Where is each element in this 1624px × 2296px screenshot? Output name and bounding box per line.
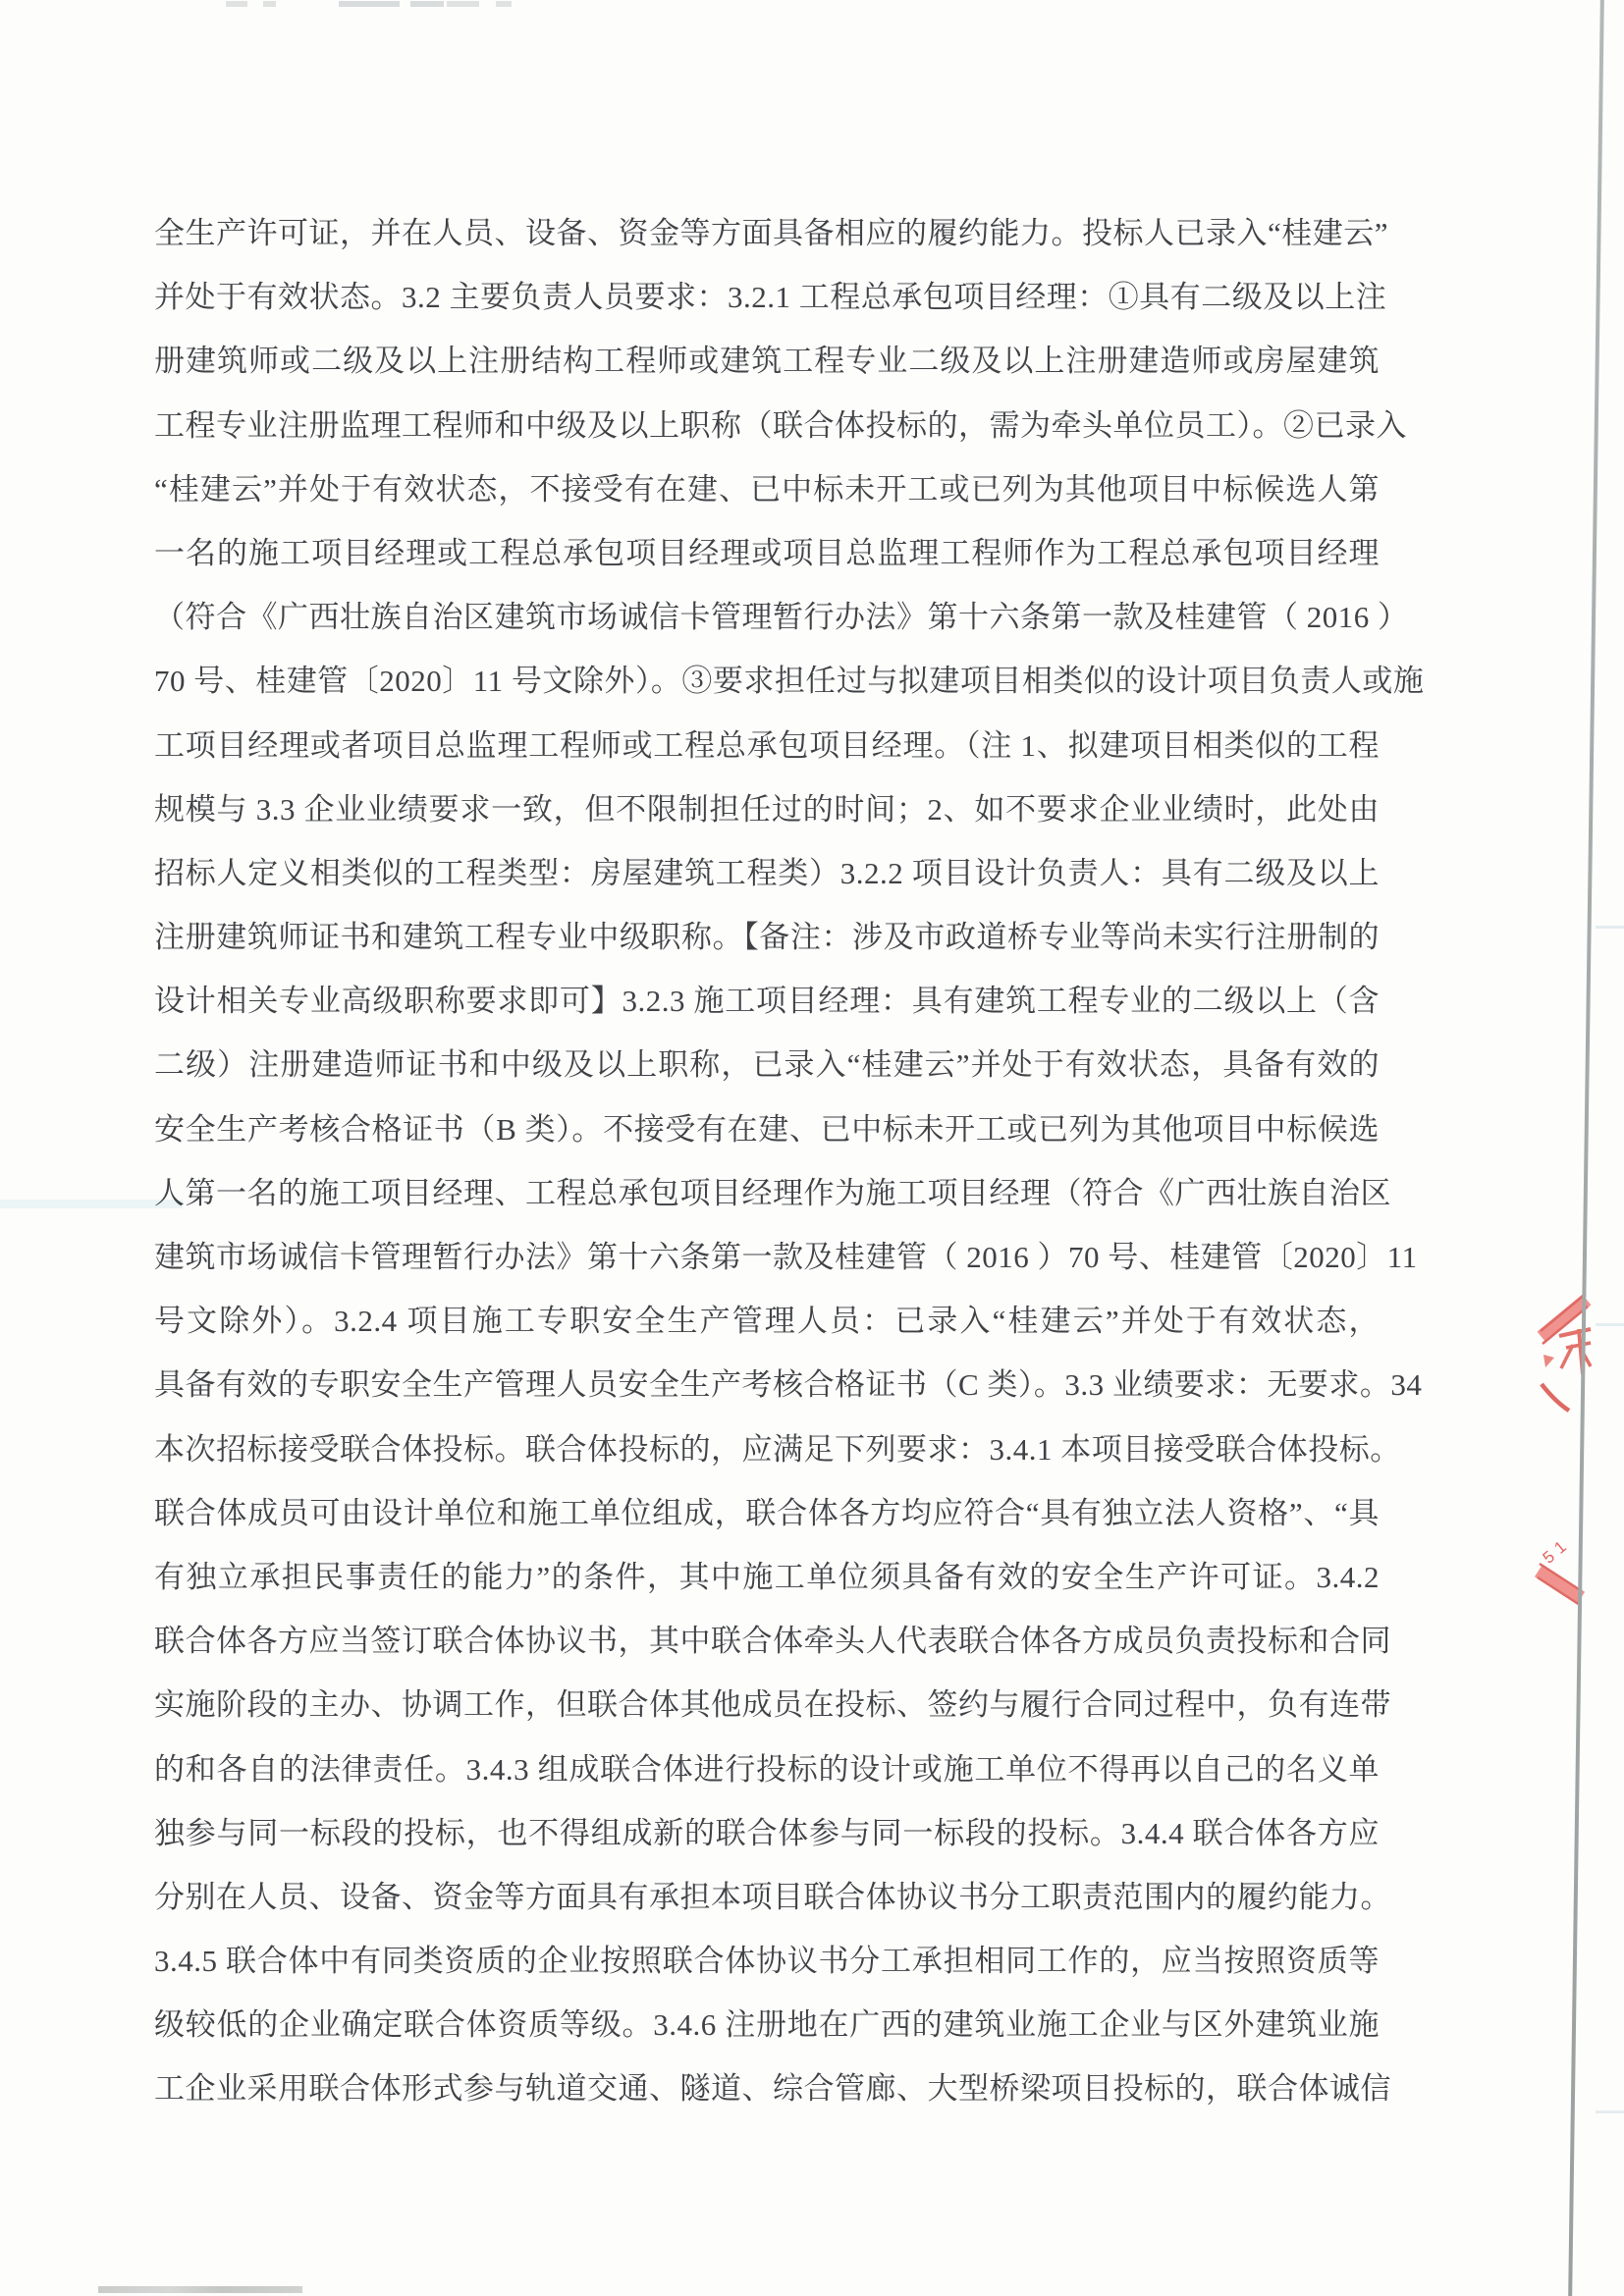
text-line: 全生产许可证，并在人员、设备、资金等方面具备相应的履约能力。投标人已录入“桂建云” <box>154 216 1389 250</box>
text-line: 人第一名的施工项目经理、工程总承包项目经理作为施工项目经理（符合《广西壮族自治区 <box>154 1175 1391 1210</box>
text-line: 工程专业注册监理工程师和中级及以上职称（联合体投标的，需为牵头单位员工）。②已录入 <box>154 407 1407 443</box>
text-line: 工项目经理或者项目总监理工程师或工程总承包项目经理。（注 1、拟建项目相类似的工程 <box>154 727 1380 763</box>
scan-artifact-top-dash <box>339 1 400 7</box>
text-line: 联合体各方应当签订联合体协议书，其中联合体牵头人代表联合体各方成员负责投标和合同 <box>154 1624 1391 1659</box>
text-line: （符合《广西壮族自治区建筑市场诚信卡管理暂行办法》第十六条第一款及桂建管（ 2016 ） <box>154 600 1409 635</box>
scan-artifact-top-dash <box>226 1 247 7</box>
text-line: 规模与 3.3 企业业绩要求一致，但不限制担任过的时间；2、如不要求企业业绩时，此处由 <box>154 791 1380 827</box>
scan-artifact-top-dash <box>447 1 479 7</box>
text-line: 一名的施工项目经理或工程总承包项目经理或项目总监理工程师作为工程总承包项目经理 <box>154 535 1380 570</box>
text-line: 设计相关专业高级职称要求即可】3.2.3 施工项目经理：具有建筑工程专业的二级以上（含 <box>154 984 1380 1019</box>
text-line: 并处于有效状态。3.2 主要负责人员要求：3.2.1 工程总承包项目经理：①具有二级及以上注 <box>154 280 1387 315</box>
text-line: 注册建筑师证书和建筑工程专业中级职称。【备注：涉及市政道桥专业等尚未实行注册制的 <box>154 920 1380 955</box>
text-line: 级较低的企业确定联合体资质等级。3.4.6 注册地在广西的建筑业施工企业与区外建筑业施 <box>154 2007 1380 2043</box>
text-line: 安全生产考核合格证书（B 类）。不接受有在建、已中标未开工或已列为其他项目中标候选 <box>154 1111 1380 1147</box>
text-line: 有独立承担民事责任的能力”的条件，其中施工单位须具备有效的安全生产许可证。3.4.2 <box>154 1559 1380 1594</box>
text-line: 二级）注册建造师证书和中级及以上职称，已录入“桂建云”并处于有效状态，具备有效的 <box>154 1047 1380 1083</box>
text-line: 实施阶段的主办、协调工作，但联合体其他成员在投标、签约与履行合同过程中，负有连带 <box>154 1687 1391 1723</box>
text-line: 的和各自的法律责任。3.4.3 组成联合体进行投标的设计或施工单位不得再以自己的名义单 <box>154 1751 1380 1787</box>
scan-artifact-streak <box>1596 2110 1624 2113</box>
text-line: 工企业采用联合体形式参与轨道交通、隧道、综合管廊、大型桥梁项目投标的，联合体诚信 <box>154 2071 1391 2107</box>
text-line: 具备有效的专职安全生产管理人员安全生产考核合格证书（C 类）。3.3 业绩要求：无要求。34 <box>154 1367 1423 1403</box>
text-line: 独参与同一标段的投标，也不得组成新的联合体参与同一标段的投标。3.4.4 联合体各方应 <box>154 1815 1380 1850</box>
scan-artifact-bottom-strip <box>98 2286 302 2293</box>
red-stamp-fragment <box>1512 1266 1624 1620</box>
scan-artifact-top-dash <box>496 1 512 7</box>
stamp-digits: 51 <box>1539 1533 1575 1568</box>
text-line: 建筑市场诚信卡管理暂行办法》第十六条第一款及桂建管（ 2016 ）70 号、桂建管〔2020〕11 <box>154 1240 1418 1274</box>
text-line: 册建筑师或二级及以上注册结构工程师或建筑工程专业二级及以上注册建造师或房屋建筑 <box>154 344 1380 379</box>
page-edge-line <box>1568 0 1604 2296</box>
text-line: 招标人定义相类似的工程类型：房屋建筑工程类）3.2.2 项目设计负责人：具有二级及以上 <box>154 855 1380 890</box>
scan-artifact-top-dash <box>263 1 276 7</box>
text-line: 3.4.5 联合体中有同类资质的企业按照联合体协议书分工承担相同工作的，应当按照资质等 <box>154 1944 1380 1979</box>
text-line: 联合体成员可由设计单位和施工单位组成，联合体各方均应符合“具有独立法人资格”、“具 <box>154 1495 1380 1530</box>
text-line: 号文除外）。3.2.4 项目施工专职安全生产管理人员：已录入“桂建云”并处于有效状态， <box>154 1304 1380 1339</box>
text-line: 本次招标接受联合体投标。联合体投标的，应满足下列要求：3.4.1 本项目接受联合体投标。 <box>154 1431 1401 1467</box>
scan-artifact-top-dash <box>410 1 444 7</box>
scan-artifact-streak <box>1596 926 1624 929</box>
text-line: 70 号、桂建管〔2020〕11 号文除外）。③要求担任过与拟建项目相类似的设计项目负责人或施 <box>154 664 1425 699</box>
body-text <box>154 201 1425 2121</box>
text-line: 分别在人员、设备、资金等方面具有承担本项目联合体协议书分工职责范围内的履约能力。 <box>154 1879 1391 1914</box>
text-line: “桂建云”并处于有效状态，不接受有在建、已中标未开工或已列为其他项目中标候选人第 <box>154 471 1380 507</box>
